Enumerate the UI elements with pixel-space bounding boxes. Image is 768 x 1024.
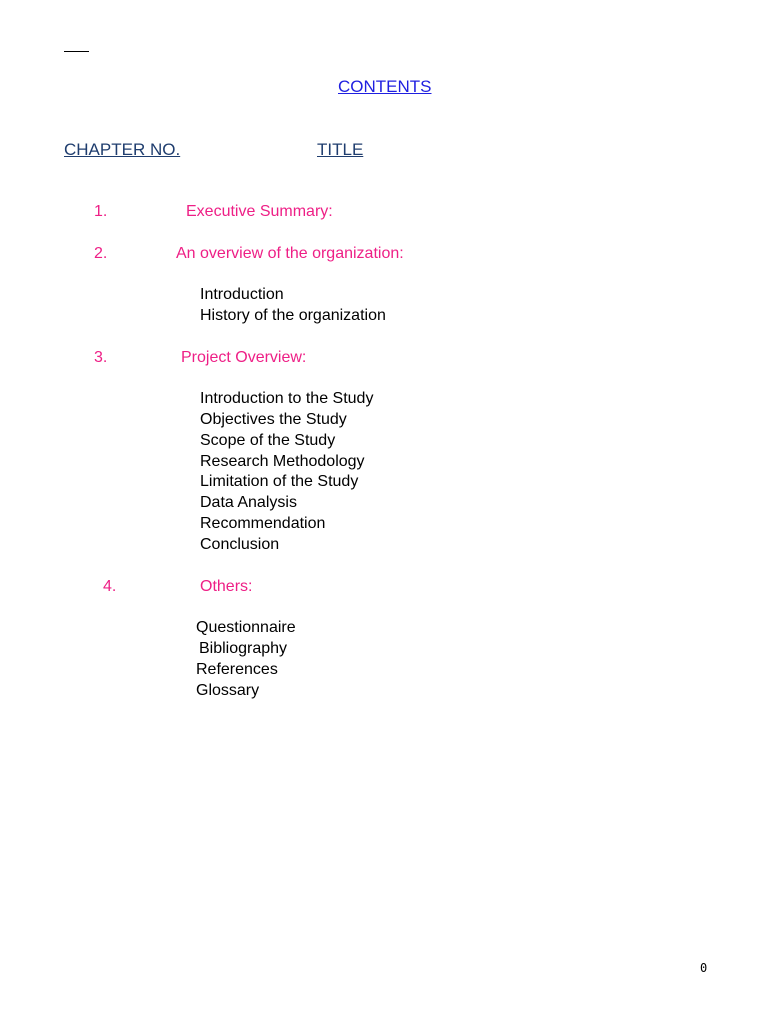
list-item: Conclusion — [200, 536, 280, 553]
list-item: Questionnaire — [196, 619, 296, 636]
list-item: Introduction to the Study — [200, 390, 374, 407]
chapter-2-number: 2. — [94, 245, 108, 262]
chapter-no-column-header: CHAPTER NO. — [64, 140, 181, 159]
list-item: Glossary — [196, 682, 260, 699]
list-item: References — [196, 661, 278, 678]
list-item: Objectives the Study — [200, 411, 347, 428]
list-item: Scope of the Study — [200, 432, 336, 449]
list-item: History of the organization — [200, 307, 386, 324]
title-column-header: TITLE — [317, 140, 364, 159]
list-item: Research Methodology — [200, 453, 365, 470]
chapter-3-title: Project Overview: — [181, 349, 307, 366]
chapter-4-title: Others: — [200, 578, 253, 595]
contents-heading: CONTENTS — [338, 77, 432, 96]
chapter-2-title: An overview of the organization: — [176, 245, 404, 262]
list-item: Bibliography — [199, 640, 288, 657]
top-rule — [64, 51, 89, 52]
list-item: Limitation of the Study — [200, 473, 359, 490]
chapter-3-number: 3. — [94, 349, 108, 366]
list-item: Introduction — [200, 286, 284, 303]
list-item: Recommendation — [200, 515, 326, 532]
chapter-1-number: 1. — [94, 203, 108, 220]
chapter-4-number: 4. — [103, 578, 117, 595]
page-number: 0 — [700, 961, 708, 975]
chapter-1-title: Executive Summary: — [186, 203, 333, 220]
list-item: Data Analysis — [200, 494, 297, 511]
